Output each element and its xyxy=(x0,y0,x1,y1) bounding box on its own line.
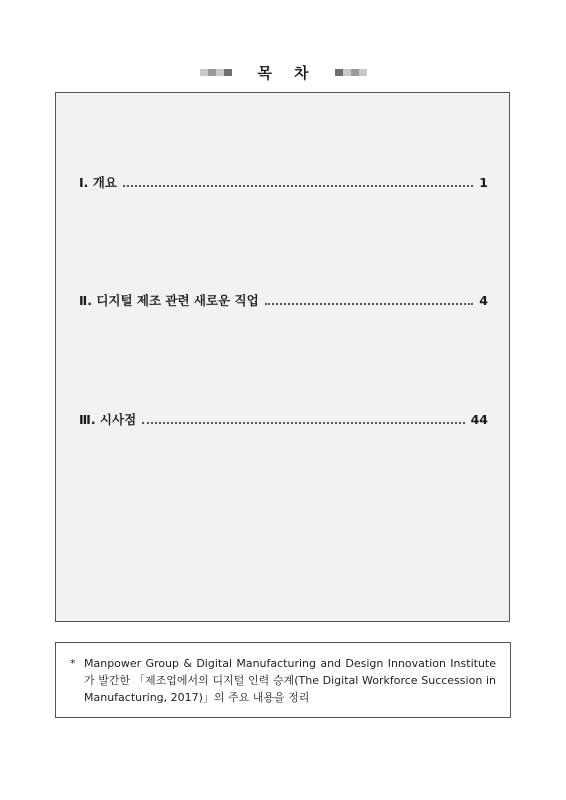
page-title-char: 차 xyxy=(294,63,309,82)
title-decoration-left xyxy=(200,68,232,76)
page-title-char: 목 xyxy=(257,63,272,82)
toc-dot-leader xyxy=(265,303,474,305)
note-text: Manpower Group & Digital Manufacturing and Design Innovation Institute가 발간한 「제조업에서의 디지털 인력 승계(The Digital Workforce Succession in Manufacturing, 2017)」의 주요 내용을 정리 xyxy=(84,657,496,704)
toc-dot-leader xyxy=(123,185,473,187)
toc-entry-label: Ⅰ. 개요 xyxy=(79,175,117,190)
deco-block xyxy=(200,69,208,76)
toc-box xyxy=(55,92,510,622)
source-note xyxy=(70,655,496,706)
page-title xyxy=(258,62,309,83)
deco-block xyxy=(351,69,359,76)
deco-block xyxy=(359,69,367,76)
toc-entry-implications[interactable] xyxy=(79,410,488,428)
toc-dot-leader xyxy=(142,422,464,424)
source-note-box xyxy=(55,642,511,718)
toc-entry-label: Ⅲ. 시사점 xyxy=(79,412,137,427)
deco-block xyxy=(208,69,216,76)
title-decoration-right xyxy=(335,68,367,76)
deco-block xyxy=(216,69,224,76)
note-asterisk: * xyxy=(70,657,76,670)
toc-entry-page: 44 xyxy=(470,412,488,427)
deco-block xyxy=(224,69,232,76)
page-title-row xyxy=(0,60,566,84)
deco-block xyxy=(335,69,343,76)
toc-entry-page: 1 xyxy=(479,175,488,190)
toc-entry-overview[interactable] xyxy=(79,173,488,191)
toc-entry-page: 4 xyxy=(479,293,488,308)
toc-entry-label: Ⅱ. 디지털 제조 관련 새로운 직업 xyxy=(79,293,259,308)
deco-block xyxy=(343,69,351,76)
toc-entry-new-jobs[interactable] xyxy=(79,291,488,309)
